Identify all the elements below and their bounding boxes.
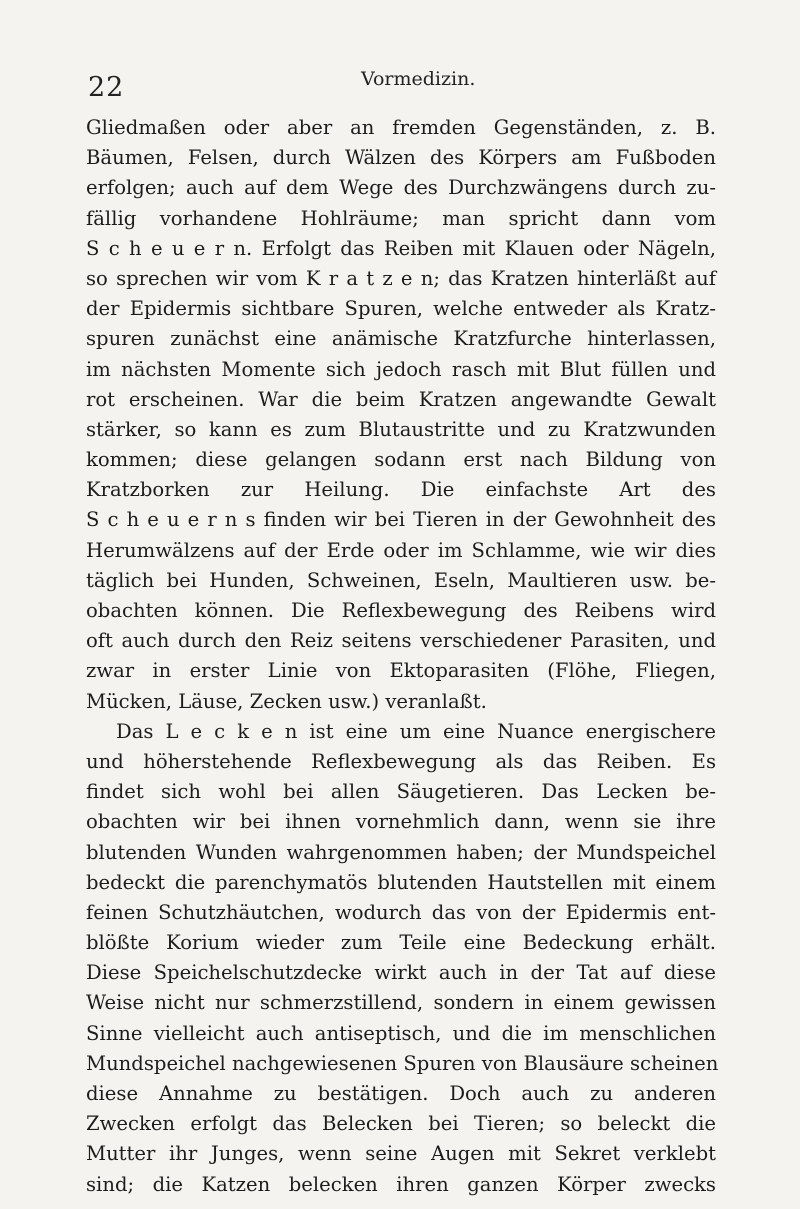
text-line: im nächsten Momente sich jedoch rasch mit Blut füllen und	[86, 357, 716, 381]
text-line: spuren zunächst eine anämische Kratzfurche hinterlassen,	[86, 327, 716, 351]
text-line: täglich bei Hunden, Schweinen, Eseln, Maultieren usw. be-	[86, 568, 716, 592]
text-line: zwar in erster Linie von Ektoparasiten (Flöhe, Fliegen,	[86, 659, 716, 683]
text-line: S c h e u e r n. Erfolgt das Reiben mit Klauen oder Nägeln,	[86, 236, 716, 260]
text-line: obachten können. Die Reflexbewegung des Reibens wird	[86, 599, 716, 622]
paragraph-first-line: Das L e c k e n ist eine um eine Nuance energischere	[116, 719, 716, 743]
text-line: feinen Schutzhäutchen, wodurch das von der Epidermis ent-	[86, 900, 716, 924]
text-line: Bäumen, Felsen, durch Wälzen des Körpers am Fußboden	[86, 146, 716, 170]
text-line: stärker, so kann es zum Blutaustritte und zu Kratzwunden	[86, 417, 716, 441]
text-line: sind; die Katzen belecken ihren ganzen Körper zwecks	[86, 1172, 716, 1196]
text-line: Mundspeichel nachgewiesenen Spuren von Blausäure scheinen	[86, 1051, 719, 1075]
text-line: Gliedmaßen oder aber an fremden Gegenständen, z. B.	[86, 116, 716, 139]
text-line: der Epidermis sichtbare Spuren, welche entweder als Kratz-	[86, 297, 716, 321]
text-line: Sinne vielleicht auch antiseptisch, und die im menschlichen	[86, 1021, 716, 1045]
text-line: blößte Korium wieder zum Teile eine Bedeckung erhält.	[86, 931, 716, 955]
body-text	[86, 113, 719, 1200]
text-line: oft auch durch den Reiz seitens verschiedener Parasiten, und	[86, 629, 716, 653]
text-line: S c h e u e r n s finden wir bei Tieren in der Gewohnheit des	[86, 508, 716, 532]
page-number: 22	[88, 72, 125, 103]
text-line: so sprechen wir vom K r a t z e n; das Kratzen hinterläßt auf	[86, 266, 716, 290]
text-line: erfolgen; auch auf dem Wege des Durchzwängens durch zu-	[86, 176, 716, 200]
text-line: obachten wir bei ihnen vornehmlich dann, wenn sie ihre	[86, 810, 716, 834]
text-line: bedeckt die parenchymatös blutenden Hautstellen mit einem	[86, 870, 716, 894]
text-line: Herumwälzens auf der Erde oder im Schlamme, wie wir dies	[86, 538, 716, 562]
text-line: Weise nicht nur schmerzstillend, sondern in einem gewissen	[86, 991, 716, 1015]
text-line: Zwecken erfolgt das Belecken bei Tieren; so beleckt die	[86, 1112, 716, 1136]
text-line: und höherstehende Reflexbewegung als das Reiben. Es	[86, 749, 716, 773]
text-line: Diese Speichelschutzdecke wirkt auch in der Tat auf diese	[86, 961, 716, 985]
running-head: Vormedizin.	[361, 68, 476, 90]
text-line: diese Annahme zu bestätigen. Doch auch zu anderen	[86, 1082, 716, 1105]
text-line: kommen; diese gelangen sodann erst nach Bildung von	[86, 448, 716, 472]
text-line: Mutter ihr Junges, wenn seine Augen mit Sekret verklebt	[86, 1142, 716, 1166]
text-line: findet sich wohl bei allen Säugetieren. Das Lecken be-	[86, 780, 716, 804]
text-line: rot erscheinen. War die beim Kratzen angewandte Gewalt	[86, 387, 716, 411]
paragraph-end-line: Mücken, Läuse, Zecken usw.) veranlaßt.	[86, 689, 487, 713]
text-line: Kratzborken zur Heilung. Die einfachste Art des	[86, 478, 716, 502]
text-line: blutenden Wunden wahrgenommen haben; der Mundspeichel	[86, 840, 716, 864]
text-line: fällig vorhandene Hohlräume; man spricht dann vom	[86, 206, 716, 230]
